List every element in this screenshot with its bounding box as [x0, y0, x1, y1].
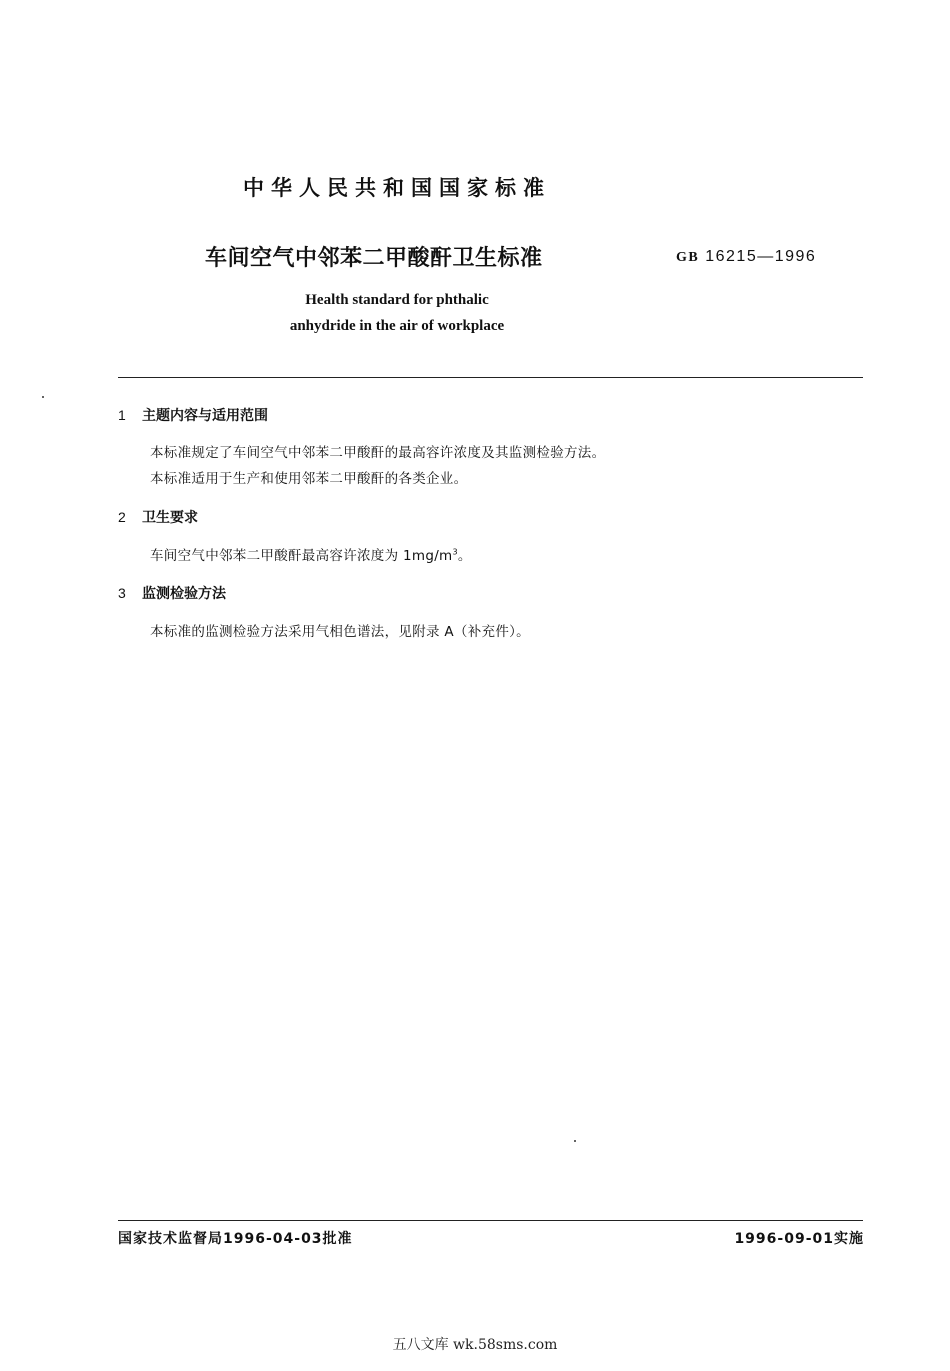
approval-date: 国家技术监督局1996-04-03批准	[118, 1231, 353, 1247]
standard-number	[676, 248, 816, 266]
scan-speck	[42, 396, 44, 398]
header-divider	[118, 377, 863, 378]
section-2-paragraph	[150, 544, 472, 564]
limit-end: 。	[457, 548, 472, 564]
limit-text: 车间空气中邻苯二甲酸酐最高容许浓度为 1mg/m	[150, 548, 453, 564]
section-1-paragraph-1: 本标准规定了车间空气中邻苯二甲酸酐的最高容许浓度及其监测检验方法。	[150, 445, 606, 461]
section-number: 3	[118, 585, 126, 601]
section-number: 1	[118, 407, 126, 423]
national-standard-heading: 中华人民共和国国家标准	[243, 176, 551, 200]
section-3-paragraph: 本标准的监测检验方法采用气相色谱法，见附录 A（补充件）。	[150, 624, 530, 640]
section-number: 2	[118, 509, 126, 525]
section-title: 主题内容与适用范围	[142, 408, 268, 424]
standard-code: 16215—1996	[705, 248, 817, 265]
implementation-date: 1996-09-01实施	[734, 1231, 864, 1247]
unit-superscript: 3	[452, 547, 458, 557]
document-title-en-line2: anhydride in the air of workplace	[289, 318, 505, 334]
section-heading-2	[118, 507, 198, 527]
section-title: 监测检验方法	[142, 586, 226, 602]
section-title: 卫生要求	[142, 510, 198, 526]
section-1-paragraph-2: 本标准适用于生产和使用邻苯二甲酸酐的各类企业。	[150, 471, 468, 487]
document-title-cn: 车间空气中邻苯二甲酸酐卫生标准	[205, 246, 543, 271]
section-heading-1	[118, 405, 268, 425]
section-heading-3	[118, 583, 226, 603]
footer-divider	[118, 1220, 863, 1221]
watermark-text: 五八文库 wk.58sms.com	[392, 1337, 558, 1353]
standard-prefix: GB	[676, 250, 700, 265]
scan-speck	[574, 1140, 576, 1142]
document-title-en-line1: Health standard for phthalic	[305, 292, 489, 308]
